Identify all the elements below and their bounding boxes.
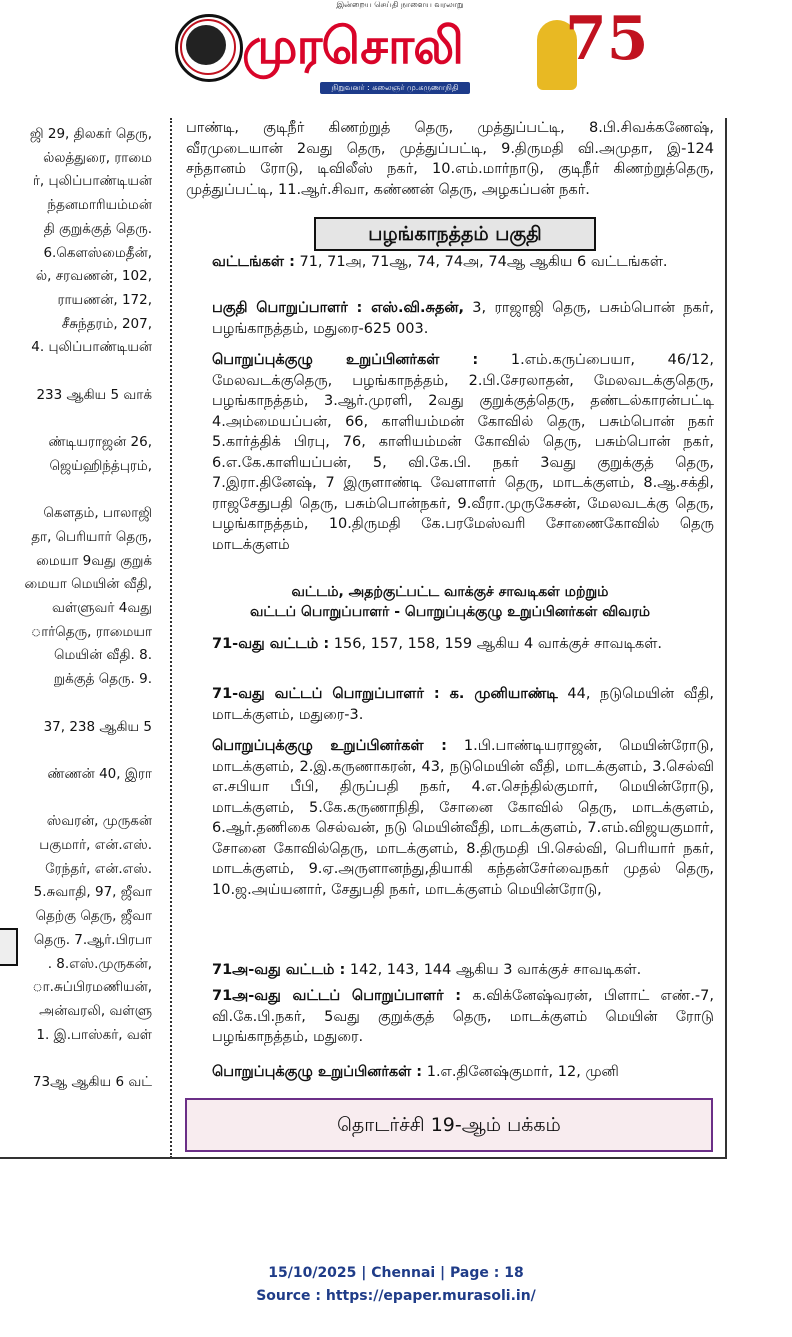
left-column-line: சீசுந்தரம், 207, — [61, 315, 152, 332]
ward-71-paragraph — [186, 634, 714, 655]
pagudhi-label: பகுதி பொறுப்பாளர் : எஸ்.வி.சுதன், — [212, 300, 464, 316]
left-column-line: 5.சுவாதி, 97, ஜீவா — [33, 884, 152, 901]
ward-71a-members-label: பொறுப்புக்குழு உறுப்பினர்கள் : — [212, 1064, 423, 1080]
left-column-line: ா.சுப்பிரமணியன், — [32, 979, 152, 996]
ward-71-responsible-label: 71-வது வட்டப் பொறுப்பாளர் : க. முனியாண்டி — [212, 686, 558, 702]
ward-71a-responsible-label: 71அ-வது வட்டப் பொறுப்பாளர் : — [212, 988, 462, 1004]
left-column-line: தெற்கு தெரு, ஜீவா — [35, 908, 152, 925]
left-box-fragment — [0, 928, 18, 966]
ward-71-members-label: பொறுப்புக்குழு உறுப்பினர்கள் : — [212, 738, 447, 754]
left-column-fragment — [0, 118, 160, 1158]
newspaper-logo: முரசொலி — [242, 17, 463, 75]
anniversary-75-emblem — [535, 4, 649, 96]
left-column-line: 4. புலிப்பாண்டியன் — [31, 339, 152, 356]
left-column-line: தி குறுக்குத் தெரு. — [43, 220, 152, 237]
ward-71-label: 71-வது வட்டம் : — [212, 636, 330, 652]
left-column-line: ஜெய்ஹிந்த்புரம், — [49, 457, 152, 474]
left-column-line: . 8.எஸ்.முருகன், — [47, 955, 152, 972]
left-column-line: ர், புலிப்பாண்டியன் — [32, 173, 152, 190]
frame-right-border — [725, 118, 727, 1158]
party-seal-icon — [175, 14, 243, 82]
left-column-line: வள்ளுவர் 4வது — [52, 600, 152, 616]
footer-date-line: 15/10/2025 | Chennai | Page : 18 — [268, 1265, 524, 1281]
ward-71-responsible-text: 44, நடுமெயின் வீதி, மாடக்குளம், மதுரை-3. — [212, 686, 714, 723]
intro-paragraph: பாண்டி, குடிநீர் கிணற்றுத் தெரு, முத்துப்பட்டி, 8.பி.சிவக்கணேஷ், வீரமுடையான் 2வது தெரு, முத்துப்பட்டி, 9.திருமதி வி.அமுதா, இ-124 சந்தானம் ரோடு, டிவிலீஸ் நகர், 10.எம்.மார்நாடு, குடிநீர் கிணற்றுத்தெரு, முத்துப்பட்டி, 11.ஆர்.சிவா, கண்ணன் தெரு, அழகப்பன் நகர். — [186, 120, 714, 198]
left-column-line: கெளதம், பாலாஜி — [43, 505, 152, 522]
members-text: 1.எம்.கருப்பையா, 46/12, மேலவடக்குதெரு, பழங்காநத்தம், 2.பி.சேரலாதன், மேலவடக்குதெரு, பழங்காநத்தம், 3.ஆர்.முரளி, 2வது குறுக்குத்தெரு, தண்டல்காரன்பட்டி 4.அம்மையப்பன், 66, காளியம்மன் கோவில் தெரு, பசும்பொன் நகர் 5.கார்த்திக் பிரபு, 76, காளியம்மன் கோவில் தெரு, பசும்பொன் நகர், 6.எ.கே.காளியப்பன், 5, வி.கே.பி. நகர் 3வது குறுக்குத் தெரு, 7.இரா.தினேஷ், 7 இருளாண்டி வேளாளர் தெரு, மாடக்குளம், 8.ஆ.சக்தி, ராஜசேதுபதி தெரு, பசும்பொன்நகர், 9.வீரா.முருகேசன், மேலவடக்கு தெரு, பழங்காநத்தம், 10.திருமதி கே.பரமேஸ்வரி சோணைகோவில் தெரு மாடக்குளம் — [212, 352, 714, 553]
left-column-line: 37, 238 ஆகிய 5 — [43, 718, 152, 735]
left-column-line: 6.கெளஸ்மைதீன், — [43, 244, 152, 261]
members-label: பொறுப்புக்குழு உறுப்பினர்கள் : — [212, 352, 479, 368]
masthead — [170, 0, 649, 104]
left-column-line: 73ஆ ஆகிய 6 வட் — [32, 1074, 152, 1090]
ward-71a-responsible-text: க.விக்னேஷ்வரன், பிளாட் எண்.-7, வி.கே.பி.நகர், 5வது குறுக்குத் தெரு, மாடக்குளம் மெயின் ரோடு பழங்காநத்தம், மதுரை. — [212, 988, 714, 1045]
left-column-line: மையா 9வது குறுக் — [36, 552, 152, 569]
left-column-line: 1. இ.பாஸ்கர், வள் — [36, 1026, 152, 1043]
vattangal-label: வட்டங்கள் : — [212, 254, 295, 270]
ward-71a-responsible-paragraph — [186, 986, 714, 1048]
vattangal-paragraph — [186, 252, 714, 273]
ward-71a-members-paragraph — [186, 1062, 714, 1083]
left-column-line: 233 ஆகிய 5 வாக் — [36, 386, 152, 403]
footer-source-link[interactable]: Source : https://epaper.murasoli.in/ — [256, 1288, 536, 1304]
members-paragraph — [186, 350, 714, 555]
ward-71a-members-text: 1.எ.தினேஷ்குமார், 12, முனி — [426, 1064, 619, 1080]
left-column-line: றுக்குத் தெரு. 9. — [53, 671, 152, 688]
left-column-line: பகுமார், என்.எஸ். — [39, 837, 152, 853]
ward-71-members-paragraph — [186, 736, 714, 900]
left-column-line: மையா மெயின் வீதி, — [24, 576, 152, 593]
ward-71-text: 156, 157, 158, 159 ஆகிய 4 வாக்குச் சாவடிகள். — [333, 636, 662, 652]
subheading-line-1: வட்டம், அதற்குட்பட்ட வாக்குச் சாவடிகள் மற்றும் — [291, 584, 609, 600]
left-column-line: ண்ணன் 40, இரா — [47, 765, 152, 782]
ward-71a-label: 71அ-வது வட்டம் : — [212, 962, 346, 978]
left-column-line: ண்டியராஜன் 26, — [48, 434, 152, 451]
section-title: பழங்காநத்தம் பகுதி — [314, 217, 596, 251]
ward-71-members-text: 1.பி.பாண்டியராஜன், மெயின்ரோடு, மாடக்குளம், 2.இ.கருணாகரன், 43, நடுமெயின் வீதி, மாடக்குளம், 3.செல்வி எ.சபியா பீபி, திருப்பதி நகர், 4.எ.செந்தில்குமார், மெயின்ரோடு, மாடக்குளம், 5.கே.கருணாநிதி, சோனை கோவில் தெரு, மாடக்குளம், 6.ஆர்.தணிகை செல்வன், நடு மெயின்வீதி, மாடக்குளம், 7.எம்.விஜயகுமார், சோனை கோவில்தெரு, மாடக்குளம், 8.திருமதி பி.செல்வி, பெரியார் நகர், மாடக்குளம், 9.ஏ.அருளானந்து,தியாகி கந்தன்சேர்வைநகர் முதல் தெரு, 10.ஜ.அய்யனார், சேதுபதி நகர், மாடக்குளம் மெயின்ரோடு, — [212, 738, 714, 898]
left-column-line: அன்வரலி, வள்ளு — [39, 1002, 152, 1019]
ward-71a-paragraph — [186, 960, 714, 981]
left-column-line: ந்தனமாரியம்மன் — [47, 197, 152, 214]
ward-71-responsible-paragraph — [186, 684, 714, 725]
left-column-line: ரேந்தர், என்.எஸ். — [45, 860, 152, 877]
ward-71a-text: 142, 143, 144 ஆகிய 3 வாக்குச் சாவடிகள். — [349, 962, 642, 978]
masthead-tagline: இன்றைய செய்தி நாளைய வரலாறு — [336, 0, 464, 9]
left-column-line: மெயின் வீதி. 8. — [53, 647, 152, 664]
main-column — [186, 118, 714, 1108]
subheading — [186, 582, 714, 622]
anniversary-number: 75 — [565, 4, 649, 74]
masthead-subline: நிறுவனர் : கலைஞர் மு.கருணாநிதி — [320, 82, 470, 94]
left-column-line: ஜி 29, திலகர் தெரு, — [29, 126, 152, 142]
left-column-line: தெரு. 7.ஆர்.பிரபா — [33, 931, 152, 948]
left-column-line: ஸ்வரன், முருகன் — [46, 813, 152, 830]
pagudhi-paragraph — [186, 298, 714, 339]
vattangal-text: 71, 71அ, 71ஆ, 74, 74அ, 74ஆ ஆகிய 6 வட்டங்கள். — [299, 254, 668, 270]
left-column-line: ராயணன், 172, — [57, 291, 152, 308]
subheading-line-2: வட்டப் பொறுப்பாளர் - பொறுப்புக்குழு உறுப்பினர்கள் விவரம் — [249, 604, 651, 620]
left-column-line: ல், சரவணன், 102, — [35, 268, 152, 285]
pagudhi-text: 3, ராஜாஜி தெரு, பசும்பொன் நகர், பழங்காநத்தம், மதுரை-625 003. — [212, 300, 714, 337]
continuation-box: தொடர்ச்சி 19-ஆம் பக்கம் — [185, 1098, 713, 1152]
frame-bottom-border — [0, 1157, 727, 1159]
left-column-line: ார்தெரு, ராமையா — [30, 623, 152, 640]
column-divider — [170, 118, 172, 1158]
left-column-line: தா, பெரியார் தெரு, — [31, 528, 152, 545]
left-column-line: ல்லத்துரை, ராமை — [43, 149, 152, 166]
